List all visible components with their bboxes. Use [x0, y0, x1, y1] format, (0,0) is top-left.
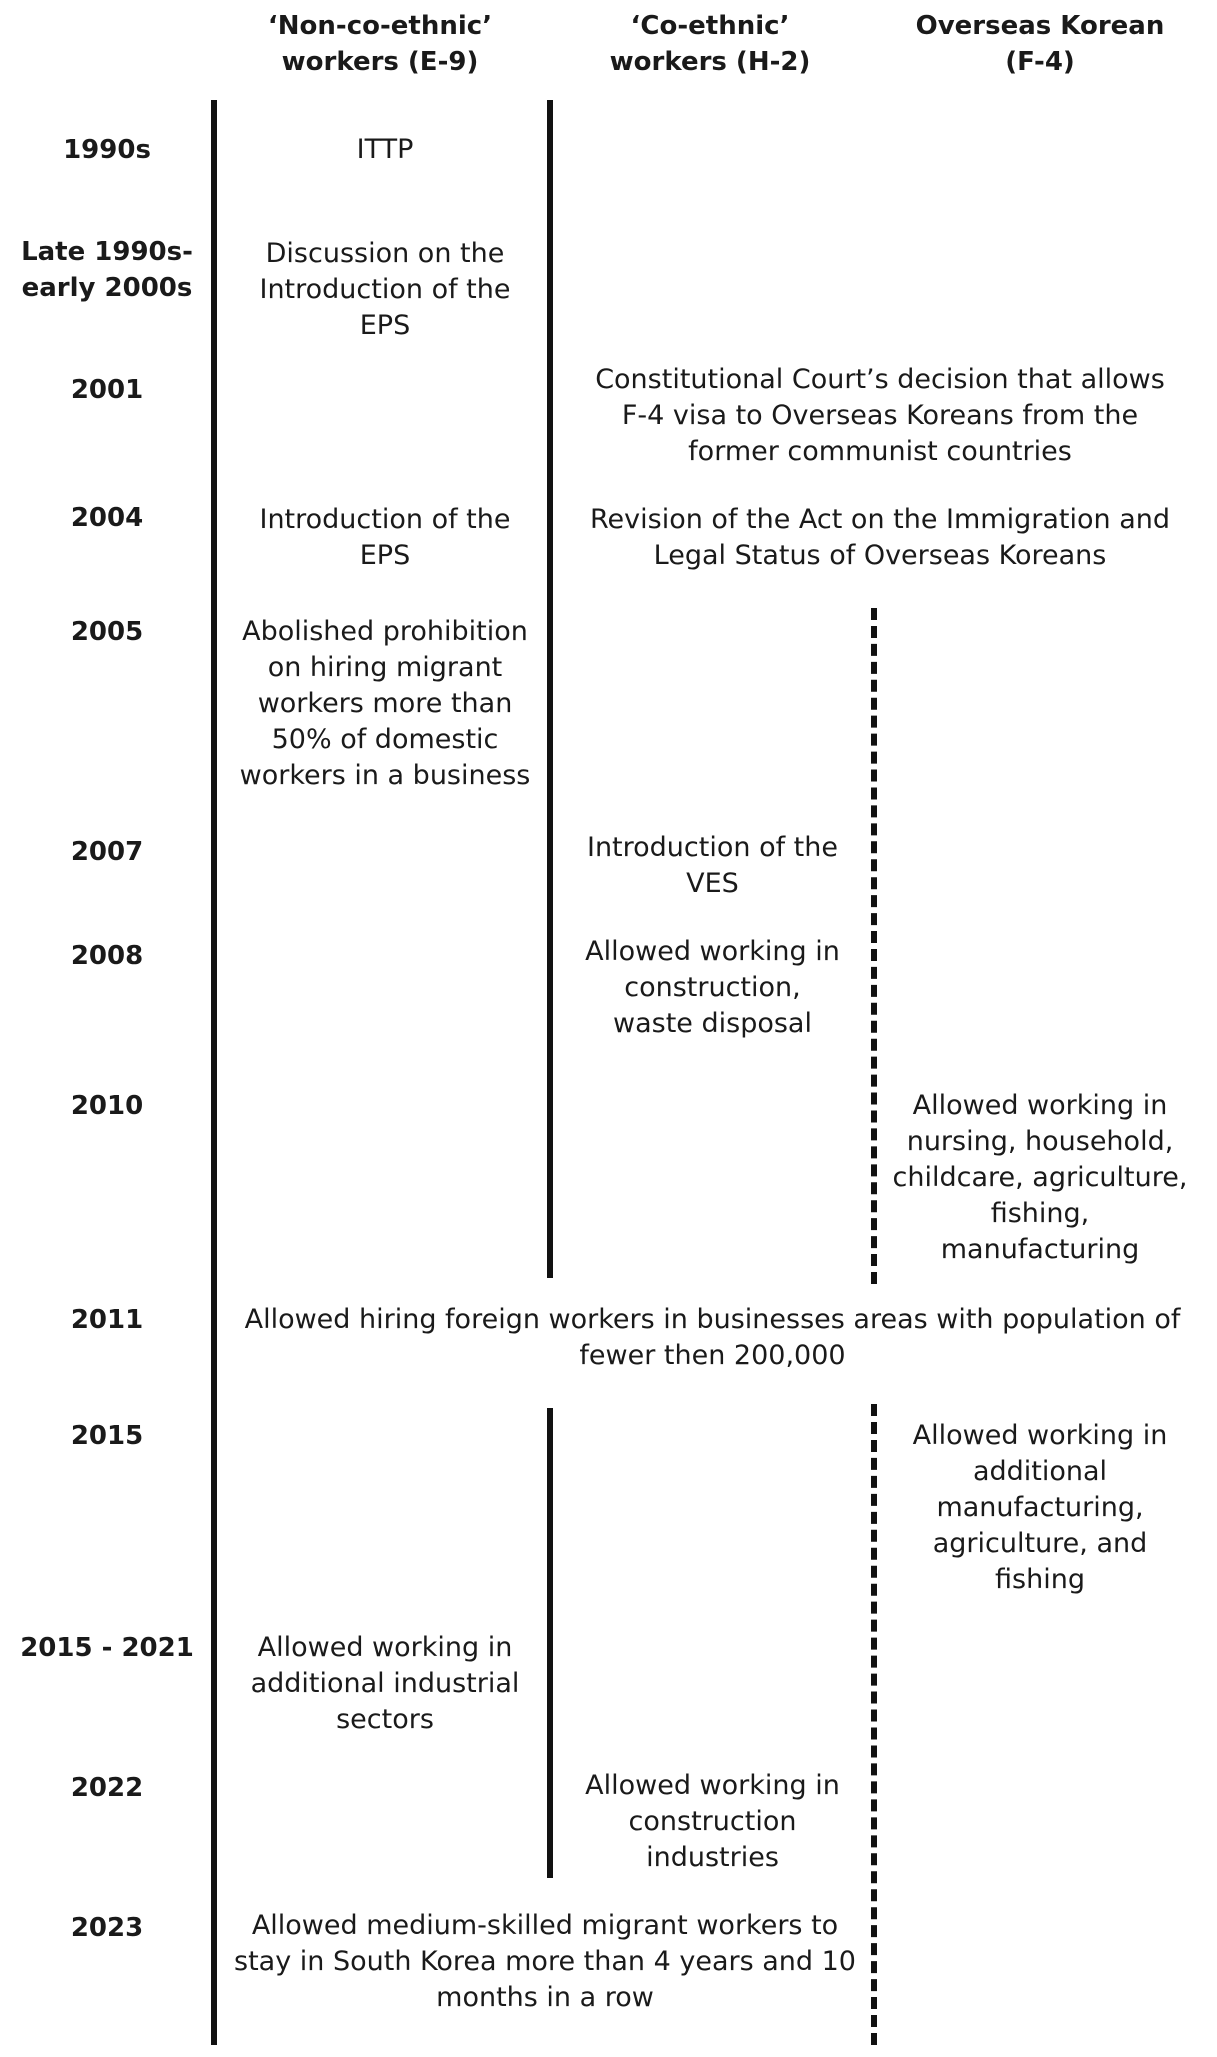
year-late-1990s-line1: Late 1990s- — [21, 237, 193, 267]
event-f4-sectors-2010 — [880, 1088, 1200, 1268]
event-f4-additional-2015 — [880, 1418, 1200, 1598]
year-2015-2021: 2015 - 2021 — [20, 1633, 194, 1663]
event-line: Allowed hiring foreign workers in businesses areas with population of — [244, 1304, 1181, 1335]
event-line: Abolished prohibition — [242, 616, 528, 647]
event-line: construction, — [624, 972, 801, 1003]
event-eps-discussion — [225, 236, 545, 344]
event-e9-additional-sectors — [225, 1630, 545, 1738]
event-line: stay in South Korea more than 4 years and 10 — [234, 1946, 856, 1977]
year-2004: 2004 — [70, 503, 144, 533]
header-f4 — [880, 8, 1200, 80]
year-2022: 2022 — [70, 1773, 144, 1803]
event-hiring-small-areas-2011 — [225, 1302, 1200, 1374]
event-constitutional-court-2001 — [560, 362, 1200, 470]
event-line: 50% of domestic — [271, 724, 499, 755]
event-line: Revision of the Act on the Immigration and — [590, 504, 1170, 535]
event-line: agriculture, and — [932, 1528, 1148, 1559]
event-line: childcare, agriculture, — [892, 1162, 1188, 1193]
event-act-revision-2004 — [560, 502, 1200, 574]
event-line: Discussion on the — [265, 238, 505, 269]
event-line: Legal Status of Overseas Koreans — [653, 540, 1107, 571]
event-line: former communist countries — [688, 436, 1072, 467]
event-line: Allowed working in — [585, 936, 840, 967]
event-medium-skilled-2023 — [225, 1908, 865, 2016]
event-line: fishing — [995, 1564, 1085, 1595]
year-2011: 2011 — [70, 1305, 144, 1335]
event-line: construction — [628, 1806, 797, 1837]
header-e9-line1: ‘Non-co-ethnic’ — [267, 11, 493, 41]
event-line: EPS — [359, 310, 411, 341]
event-line: months in a row — [436, 1982, 654, 2013]
event-eps-introduction — [225, 502, 545, 574]
year-2001: 2001 — [70, 375, 144, 405]
event-abolished-prohibition-2005 — [225, 614, 545, 794]
h2-f4-divider-lower — [871, 1404, 877, 2045]
event-line: VES — [686, 868, 739, 899]
event-line: on hiring migrant — [267, 652, 503, 683]
event-h2-construction-2008 — [560, 934, 865, 1042]
header-e9-line2: workers (E-9) — [281, 47, 479, 77]
e9-h2-divider-lower — [547, 1408, 553, 1878]
event-line: workers in a business — [239, 760, 531, 791]
year-2007: 2007 — [70, 837, 144, 867]
header-f4-line1: Overseas Korean — [915, 11, 1165, 41]
event-line: Allowed working in — [585, 1770, 840, 1801]
header-h2 — [560, 8, 860, 80]
year-2010: 2010 — [70, 1091, 144, 1121]
event-line: manufacturing, — [936, 1492, 1144, 1523]
year-late-1990s-line2: early 2000s — [21, 273, 193, 303]
h2-f4-divider-upper — [871, 608, 877, 1284]
header-f4-line2: (F-4) — [1005, 47, 1075, 77]
event-line: Introduction of the — [586, 832, 838, 863]
event-line: nursing, household, — [906, 1126, 1174, 1157]
event-line: waste disposal — [613, 1008, 812, 1039]
year-2008: 2008 — [70, 941, 144, 971]
event-line: Introduction of the — [259, 504, 511, 535]
event-line: sectors — [336, 1704, 434, 1735]
event-line: Allowed working in — [257, 1632, 513, 1663]
event-line: industries — [646, 1842, 779, 1873]
event-h2-construction-2022 — [560, 1768, 865, 1876]
header-e9 — [230, 8, 530, 80]
event-line: Introduction of the — [259, 274, 511, 305]
event-line: manufacturing — [940, 1234, 1140, 1265]
event-line: EPS — [359, 540, 411, 571]
event-ves-introduction-2007 — [560, 830, 865, 902]
event-line: F-4 visa to Overseas Koreans from the — [621, 400, 1139, 431]
year-2005: 2005 — [70, 617, 144, 647]
year-2015: 2015 — [70, 1421, 144, 1451]
event-line: workers more than — [257, 688, 513, 719]
event-line: fishing, — [990, 1198, 1090, 1229]
year-1990s: 1990s — [63, 135, 151, 165]
year-late-1990s — [0, 234, 214, 306]
e9-h2-divider-upper — [547, 100, 553, 1278]
event-line: Allowed working in — [912, 1420, 1168, 1451]
header-h2-line1: ‘Co-ethnic’ — [630, 11, 790, 41]
event-line: Allowed medium-skilled migrant workers to — [251, 1910, 839, 1941]
event-line: Allowed working in — [912, 1090, 1168, 1121]
event-line: Constitutional Court’s decision that allows — [595, 364, 1165, 395]
event-line: additional — [972, 1456, 1108, 1487]
event-line: fewer then 200,000 — [579, 1340, 846, 1371]
event-line: additional industrial — [250, 1668, 520, 1699]
event-line: ITTP — [356, 134, 414, 165]
year-2023: 2023 — [70, 1913, 144, 1943]
event-ittp — [225, 132, 545, 168]
header-h2-line2: workers (H-2) — [609, 47, 811, 77]
